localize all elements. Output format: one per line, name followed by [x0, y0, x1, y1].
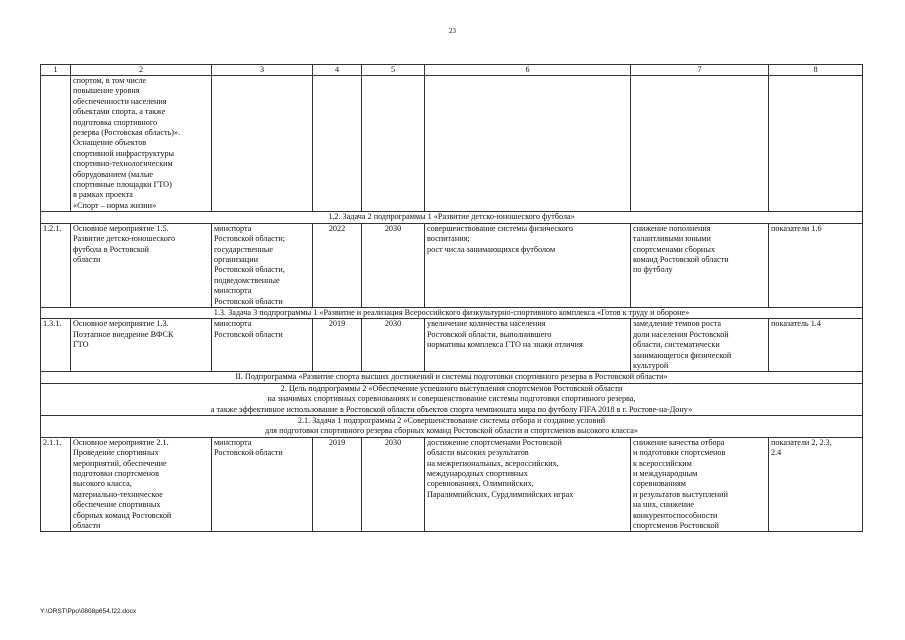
text-line: Основное мероприятие 1.3. — [73, 319, 169, 329]
cell-end-year: 2030 — [362, 437, 425, 532]
text-line: для подготовки спортивного резерва сборных команд Ростовской области и спортсменов высокого класса» — [265, 426, 638, 436]
section-row — [41, 372, 863, 383]
text-line: увеличение количества населения — [427, 319, 546, 329]
text-line: Ростовской области, — [214, 265, 285, 275]
header-cell: 7 — [631, 65, 769, 76]
text-line: области высоких результатов — [427, 448, 529, 458]
text-line: Оснащение объектов — [73, 138, 147, 148]
header-row — [41, 65, 863, 76]
header-cell: 5 — [362, 65, 425, 76]
cell-start-year — [313, 76, 362, 212]
text-line: спортсменами сборных — [633, 244, 715, 254]
measures-table — [40, 64, 863, 532]
text-line: и международным — [633, 469, 698, 479]
text-line: на них, снижение — [633, 500, 694, 510]
text-line: показатели 2, 2.3, — [771, 437, 832, 447]
text-line: Ростовской области; — [214, 234, 286, 244]
cell-consequences — [631, 437, 769, 532]
header-cell: 1 — [41, 65, 71, 76]
text-line: снижение пополнения — [633, 223, 711, 233]
cell-start-year: 2022 — [313, 223, 362, 307]
cell-measure — [71, 319, 212, 372]
cell-end-year — [362, 76, 425, 212]
text-line: «Спорт – норма жизни» — [73, 200, 157, 210]
text-line: спортивные площадки ГТО) — [73, 180, 172, 190]
cell-end-year: 2030 — [362, 319, 425, 372]
text-line: 2.4 — [771, 448, 782, 458]
cell-consequences — [631, 76, 769, 212]
cell-executor — [212, 319, 313, 372]
text-line: воспитания; — [427, 234, 470, 244]
text-line: 2.1. Задача 1 подпрограммы 2 «Совершенствование системы отбора и создание условий — [297, 416, 606, 425]
text-line: минспорта — [214, 437, 252, 447]
text-line: занимающегося физической — [633, 350, 732, 360]
text-line: конкурентоспособности — [633, 510, 718, 520]
text-line: повышение уровня — [73, 86, 140, 96]
table-row — [41, 437, 863, 532]
table-row-continued — [41, 76, 863, 212]
cell-consequences — [631, 319, 769, 372]
text-line: ГТО — [73, 340, 89, 350]
table-row — [41, 223, 863, 307]
text-line: международных спортивных — [427, 469, 528, 479]
text-line: организации — [214, 254, 258, 264]
header-cell: 4 — [313, 65, 362, 76]
section-row — [41, 307, 863, 318]
header-cell: 3 — [212, 65, 313, 76]
text-line: и результатов выступлений — [633, 489, 728, 499]
cell-number: 2.1.1. — [41, 437, 71, 532]
text-line: подготовки спортсменов — [73, 469, 159, 479]
text-line: спортсменов Ростовской — [633, 521, 719, 531]
cell-executor — [212, 437, 313, 532]
cell-measure — [71, 437, 212, 532]
text-line: доли населения Ростовской — [633, 329, 729, 339]
cell-indicators: показатель 1.4 — [769, 319, 863, 372]
section-row — [41, 416, 863, 438]
text-line: минспорта — [214, 319, 252, 329]
text-line: Поэтапное внедрение ВФСК — [73, 329, 174, 339]
text-line: снижение качества отбора — [633, 437, 725, 447]
text-line: на межрегиональных, всероссийских, — [427, 458, 559, 468]
text-line: Ростовской области, выполнившего — [427, 329, 552, 339]
text-line: объектами спорта, а также — [73, 107, 166, 117]
cell-number: 1.3.1. — [41, 319, 71, 372]
cell-number — [41, 76, 71, 212]
text-line: замедление темпов роста — [633, 319, 722, 329]
task-title — [41, 416, 863, 438]
cell-start-year: 2019 — [313, 319, 362, 372]
cell-expected-result — [425, 319, 631, 372]
text-line: соревнованиях, Олимпийских, — [427, 479, 534, 489]
text-line: обеспечение спортивных — [73, 500, 161, 510]
text-line: государственные — [214, 244, 274, 254]
section-title: 1.3. Задача 3 подпрограммы 1 «Развитие и реализация Всероссийского физкультурно-спортивного комплекса «Готов к труду и обороне» — [41, 307, 863, 318]
text-line: к всероссийским — [633, 458, 692, 468]
text-line: футбола в Ростовской — [73, 244, 149, 254]
text-line: рост числа занимающихся футболом — [427, 244, 556, 254]
header-cell: 6 — [425, 65, 631, 76]
page-number: 23 — [449, 27, 456, 35]
cell-measure — [71, 76, 212, 212]
cell-expected-result — [425, 437, 631, 532]
text-line: обеспеченности населения — [73, 96, 167, 106]
text-line: Развитие детско-юношеского — [73, 234, 176, 244]
text-line: Паралимпийских, Сурдлимпийских играх — [427, 489, 574, 499]
text-line: команд Ростовской области — [633, 254, 729, 264]
text-line: по футболу — [633, 265, 673, 275]
header-cell: 8 — [769, 65, 863, 76]
subprogram-title: II. Подпрограмма «Развитие спорта высших достижений и системы подготовки спортивного резерва в Ростовской области» — [41, 372, 863, 383]
text-line: в рамках проекта — [73, 190, 133, 200]
cell-number: 1.2.1. — [41, 223, 71, 307]
table-row — [41, 319, 863, 372]
cell-indicators — [769, 76, 863, 212]
text-line: подведомственные — [214, 275, 280, 285]
text-line: материально-техническое — [73, 489, 163, 499]
goal-title — [41, 383, 863, 415]
text-line: Проведение спортивных — [73, 448, 159, 458]
cell-executor — [212, 223, 313, 307]
cell-indicators: показатели 1.6 — [769, 223, 863, 307]
cell-consequences — [631, 223, 769, 307]
text-line: на значимых спортивных соревнованиях и совершенствование системы подготовки спортивного резерва, — [267, 394, 636, 404]
section-row — [41, 383, 863, 415]
text-line: а также эффективное использование в Ростовской области объектов спорта чемпионата мира по футболу FIFA 2018 в г. Ростове-на-Дону» — [210, 404, 693, 414]
text-line: спортом, в том числе — [73, 76, 147, 85]
text-line: совершенствование системы физического — [427, 223, 573, 233]
cell-end-year: 2030 — [362, 223, 425, 307]
text-line: Ростовской области — [214, 448, 283, 458]
text-line: талантливыми юными — [633, 234, 711, 244]
text-line: минспорта — [214, 286, 252, 296]
text-line: культурой — [633, 360, 669, 370]
section-row — [41, 212, 863, 223]
text-line: подготовка спортивного — [73, 117, 158, 127]
cell-start-year: 2019 — [313, 437, 362, 532]
text-line: области, систематически — [633, 340, 720, 350]
text-line: сборных команд Ростовской — [73, 510, 172, 520]
cell-measure — [71, 223, 212, 307]
cell-expected-result — [425, 76, 631, 212]
cell-executor — [212, 76, 313, 212]
text-line: области — [73, 254, 101, 264]
text-line: и подготовки спортсменов — [633, 448, 726, 458]
text-line: спортивной инфраструктуры — [73, 148, 175, 158]
text-line: Ростовской области — [214, 296, 283, 306]
cell-expected-result — [425, 223, 631, 307]
text-line: мероприятий, обеспечение — [73, 458, 167, 468]
text-line: нормативы комплекса ГТО на знаки отличия — [427, 340, 583, 350]
text-line: соревнованиям — [633, 479, 686, 489]
text-line: оборудованием (малые — [73, 169, 153, 179]
text-line: Основное мероприятие 1.5. — [73, 223, 169, 233]
text-line: Основное мероприятие 2.1. — [73, 437, 169, 447]
text-line: резерва (Ростовская область)». — [73, 128, 181, 138]
text-line: спортивно-технологическим — [73, 159, 173, 169]
text-line: достижение спортсменами Ростовской — [427, 437, 562, 447]
cell-indicators — [769, 437, 863, 532]
text-line: Ростовской области — [214, 329, 283, 339]
text-line: минспорта — [214, 223, 252, 233]
text-line: 2. Цель подпрограммы 2 «Обеспечение успешного выступления спортсменов Ростовской области — [280, 383, 623, 393]
file-path-footer: Y:\ORST\Ppo\0808p654.f22.docx — [40, 608, 137, 615]
header-cell: 2 — [71, 65, 212, 76]
text-line: высокого класса, — [73, 479, 132, 489]
section-title: 1.2. Задача 2 подпрограммы 1 «Развитие детско-юношеского футбола» — [41, 212, 863, 223]
text-line: области — [73, 521, 101, 531]
